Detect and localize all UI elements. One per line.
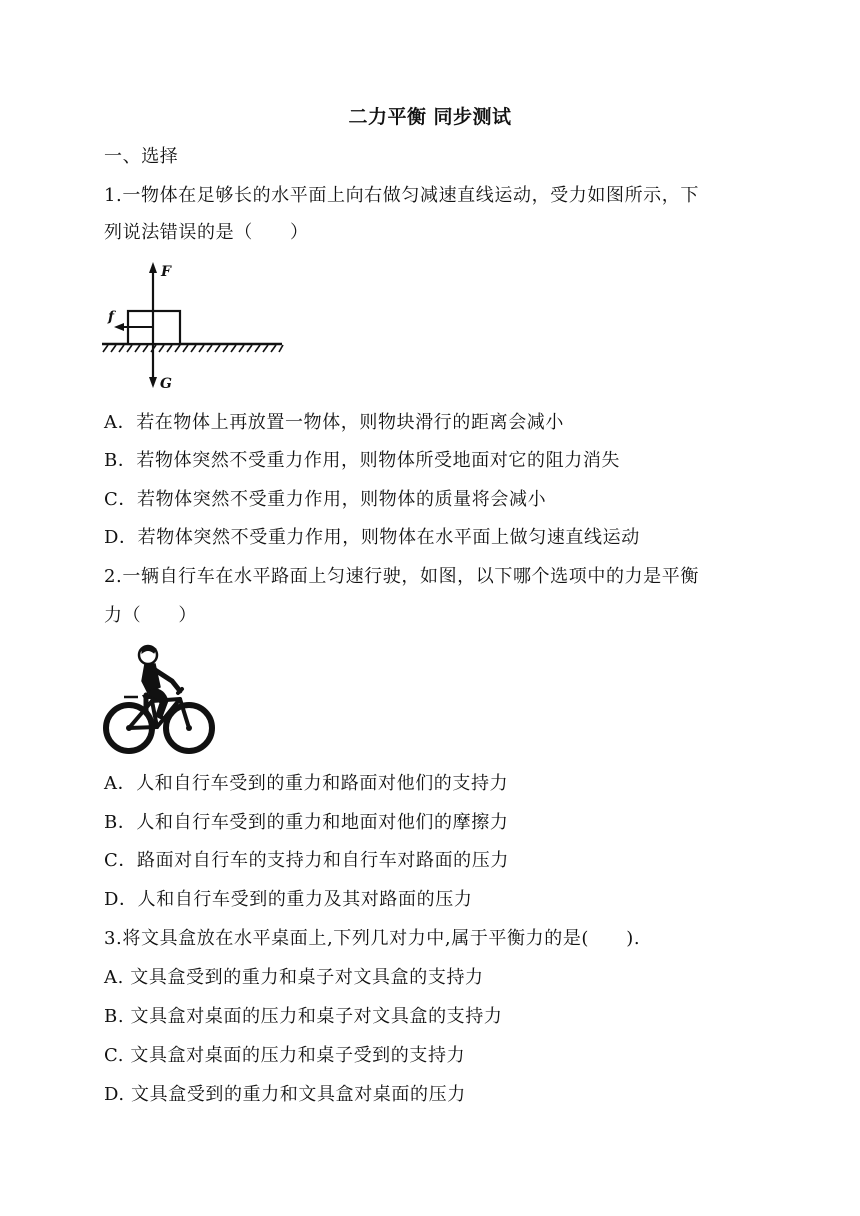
question-3-option-b: B. 文具盒对桌面的压力和桌子对文具盒的支持力 [104, 1006, 503, 1027]
cyclist-figure [102, 641, 220, 757]
page-title: 二力平衡 同步测试 [348, 106, 512, 128]
question-1-stem-line2: 列说法错误的是（ ） [104, 222, 309, 243]
section-heading: 一、选择 [104, 146, 179, 167]
question-1-option-a: A．若在物体上再放置一物体，则物块滑行的距离会减小 [104, 412, 564, 433]
question-3-option-d: D. 文具盒受到的重力和文具盒对桌面的压力 [104, 1084, 466, 1105]
question-2-option-d: D．人和自行车受到的重力及其对路面的压力 [104, 889, 473, 910]
label-F: F [161, 264, 171, 280]
force-G-arrowhead [149, 377, 157, 388]
question-1-stem-line1: 1.一物体在足够长的水平面上向右做匀减速直线运动，受力如图所示，下 [104, 185, 699, 206]
friction-arrowhead [114, 323, 124, 331]
question-2-stem-line2: 力（ ） [104, 605, 197, 626]
force-diagram-figure [100, 258, 285, 394]
question-1-option-d: D．若物体突然不受重力作用，则物体在水平面上做匀速直线运动 [104, 527, 640, 548]
label-f: f [108, 309, 115, 325]
question-2-option-c: C．路面对自行车的支持力和自行车对路面的压力 [104, 850, 509, 871]
question-2-option-a: A．人和自行车受到的重力和路面对他们的支持力 [104, 773, 509, 794]
question-1-option-c: C．若物体突然不受重力作用，则物体的质量将会减小 [104, 489, 547, 510]
label-G: G [160, 376, 172, 392]
question-3-option-c: C. 文具盒对桌面的压力和桌子受到的支持力 [104, 1045, 466, 1066]
question-2-stem-line1: 2.一辆自行车在水平路面上匀速行驶，如图，以下哪个选项中的力是平衡 [104, 566, 699, 587]
question-3-option-a: A. 文具盒受到的重力和桌子对文具盒的支持力 [104, 967, 484, 988]
ground-hatching [103, 345, 283, 352]
question-2-option-b: B．人和自行车受到的重力和地面对他们的摩擦力 [104, 812, 509, 833]
question-3-stem: 3.将文具盒放在水平桌面上,下列几对力中,属于平衡力的是( ). [104, 928, 641, 949]
question-1-option-b: B．若物体突然不受重力作用，则物体所受地面对它的阻力消失 [104, 450, 621, 471]
force-F-arrowhead [149, 262, 157, 273]
